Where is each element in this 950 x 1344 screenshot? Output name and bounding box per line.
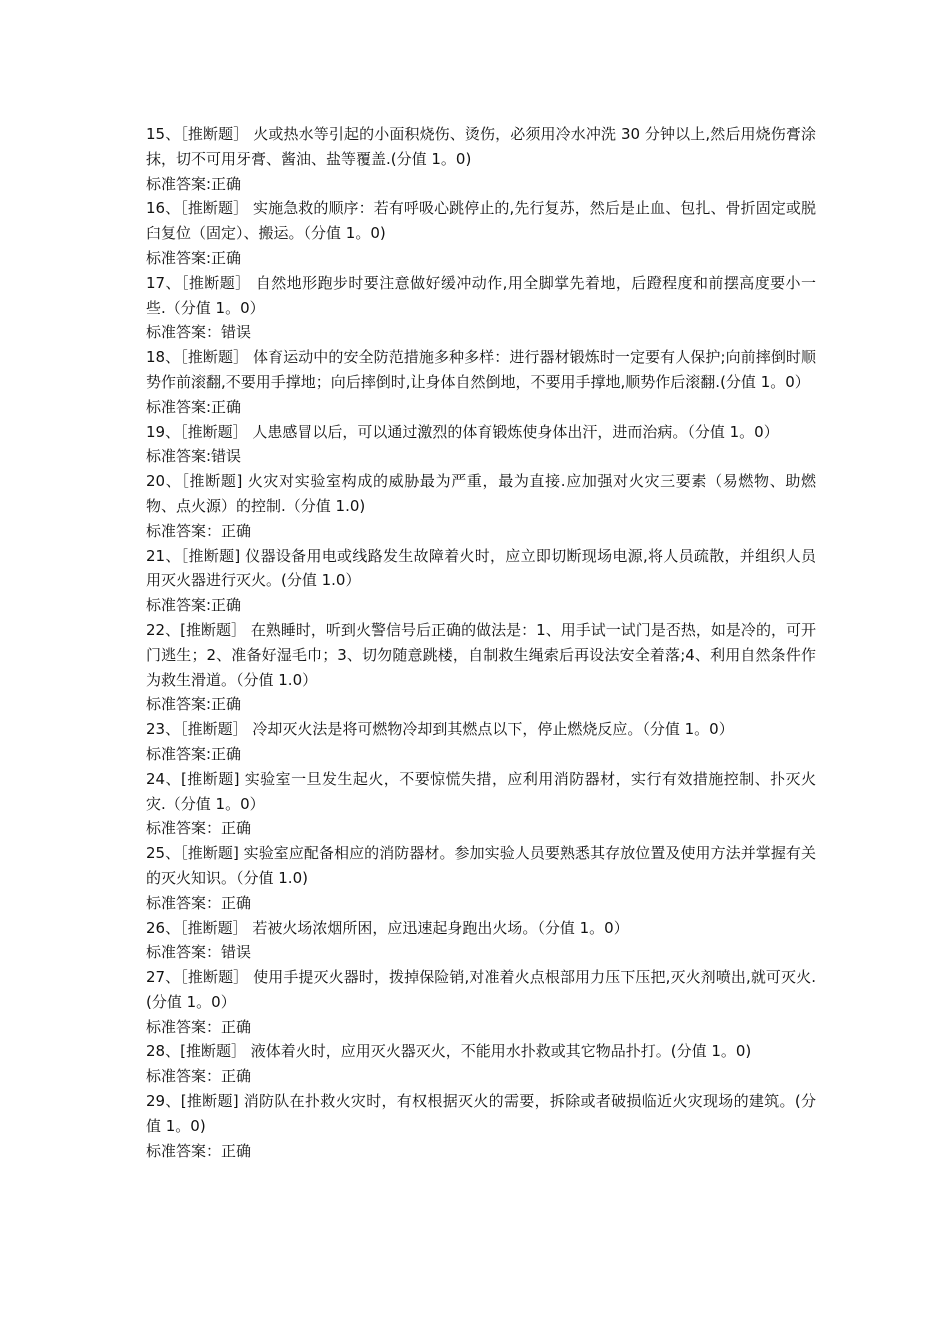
question-text: 16、［推断题］ 实施急救的顺序：若有呼吸心跳停止的,先行复苏，然后是止血、包扎、骨折固定或脱臼复位（固定）、搬运。（分值 1。0): [146, 199, 816, 243]
standard-answer: 标准答案：正确: [146, 893, 252, 912]
question-28: [146, 1039, 816, 1089]
standard-answer: 标准答案:正确: [146, 248, 242, 267]
standard-answer: 标准答案:正确: [146, 174, 242, 193]
question-19: [146, 420, 816, 470]
question-16: [146, 196, 816, 270]
standard-answer: 标准答案：正确: [146, 819, 252, 838]
question-27: [146, 965, 816, 1039]
question-text: 29、[推断题] 消防队在扑救火灾时，有权根据灭火的需要，拆除或者破损临近火灾现场的建筑。(分值 1。0): [146, 1092, 816, 1135]
question-text: 26、［推断题］ 若被火场浓烟所困，应迅速起身跑出火场。（分值 1。0）: [146, 918, 629, 937]
question-text: 27、［推断题］ 使用手提灭火器时，拨掉保险销,对准着火点根部用力压下压把,灭火剂喷出,就可灭火.(分值 1。0）: [146, 968, 816, 1011]
question-17: [146, 271, 816, 345]
question-text: 24、[推断题] 实验室一旦发生起火，不要惊慌失措，应利用消防器材，实行有效措施控制、扑灭火灾.（分值 1。0）: [146, 769, 816, 813]
question-text: 20、［推断题] 火灾对实验室构成的威胁最为严重，最为直接.应加强对火灾三要素（易燃物、助燃物、点火源）的控制.（分值 1.0): [146, 472, 816, 515]
question-23: [146, 717, 816, 767]
question-text: 19、［推断题］ 人患感冒以后，可以通过激烈的体育锻炼使身体出汗，进而治病。（分值 1。0）: [146, 422, 779, 441]
standard-answer: 标准答案:正确: [146, 397, 242, 416]
question-text: 21、［推断题] 仪器设备用电或线路发生故障着火时，应立即切断现场电源,将人员疏散，并组织人员用灭火器进行灭火。(分值 1.0）: [146, 546, 816, 590]
standard-answer: 标准答案:正确: [146, 596, 242, 615]
question-text: 23、［推断题］ 冷却灭火法是将可燃物冷却到其燃点以下，停止燃烧反应。（分值 1。0）: [146, 720, 734, 739]
question-18: [146, 345, 816, 419]
standard-answer: 标准答案：正确: [146, 1141, 252, 1160]
question-text: 17、［推断题］ 自然地形跑步时要注意做好缓冲动作,用全脚掌先着地，后蹬程度和前摆高度要小一些.（分值 1。0）: [146, 273, 816, 317]
standard-answer: 标准答案：正确: [146, 1017, 252, 1036]
question-21: [146, 544, 816, 618]
question-24: [146, 767, 816, 841]
question-text: 25、［推断题] 实验室应配备相应的消防器材。参加实验人员要熟悉其存放位置及使用方法并掌握有关的灭火知识。（分值 1.0): [146, 844, 816, 887]
question-29: [146, 1089, 816, 1163]
standard-answer: 标准答案：错误: [146, 323, 252, 342]
standard-answer: 标准答案：正确: [146, 1067, 252, 1086]
question-20: [146, 469, 816, 543]
question-15: [146, 122, 816, 196]
standard-answer: 标准答案:错误: [146, 447, 242, 466]
question-text: 15、［推断题］ 火或热水等引起的小面积烧伤、烫伤，必须用冷水冲洗 30 分钟以上,然后用烧伤膏涂抹，切不可用牙膏、酱油、盐等覆盖.(分值 1。0): [146, 125, 816, 168]
question-25: [146, 841, 816, 915]
question-26: [146, 916, 816, 966]
question-22: [146, 618, 816, 717]
question-text: 18、［推断题］ 体育运动中的安全防范措施多种多样：进行器材锻炼时一定要有人保护;向前摔倒时顺势作前滚翻,不要用手撑地；向后摔倒时,让身体自然倒地，不要用手撑地,顺势作后滚翻.(分值 1。0）: [146, 348, 816, 391]
question-text: 22、[推断题］ 在熟睡时，听到火警信号后正确的做法是：1、用手试一试门是否热，如是冷的，可开门逃生；2、准备好湿毛巾；3、切勿随意跳楼，自制救生绳索后再设法安全着落;4、利用自然条件作为救生滑道。（分值 1.0）: [146, 620, 816, 689]
standard-answer: 标准答案:正确: [146, 744, 242, 763]
standard-answer: 标准答案:正确: [146, 695, 242, 714]
question-text: 28、[推断题］ 液体着火时，应用灭火器灭火，不能用水扑救或其它物品扑打。(分值 1。0): [146, 1042, 752, 1061]
standard-answer: 标准答案：正确: [146, 521, 252, 540]
document-page: [146, 122, 816, 1163]
standard-answer: 标准答案：错误: [146, 943, 252, 962]
